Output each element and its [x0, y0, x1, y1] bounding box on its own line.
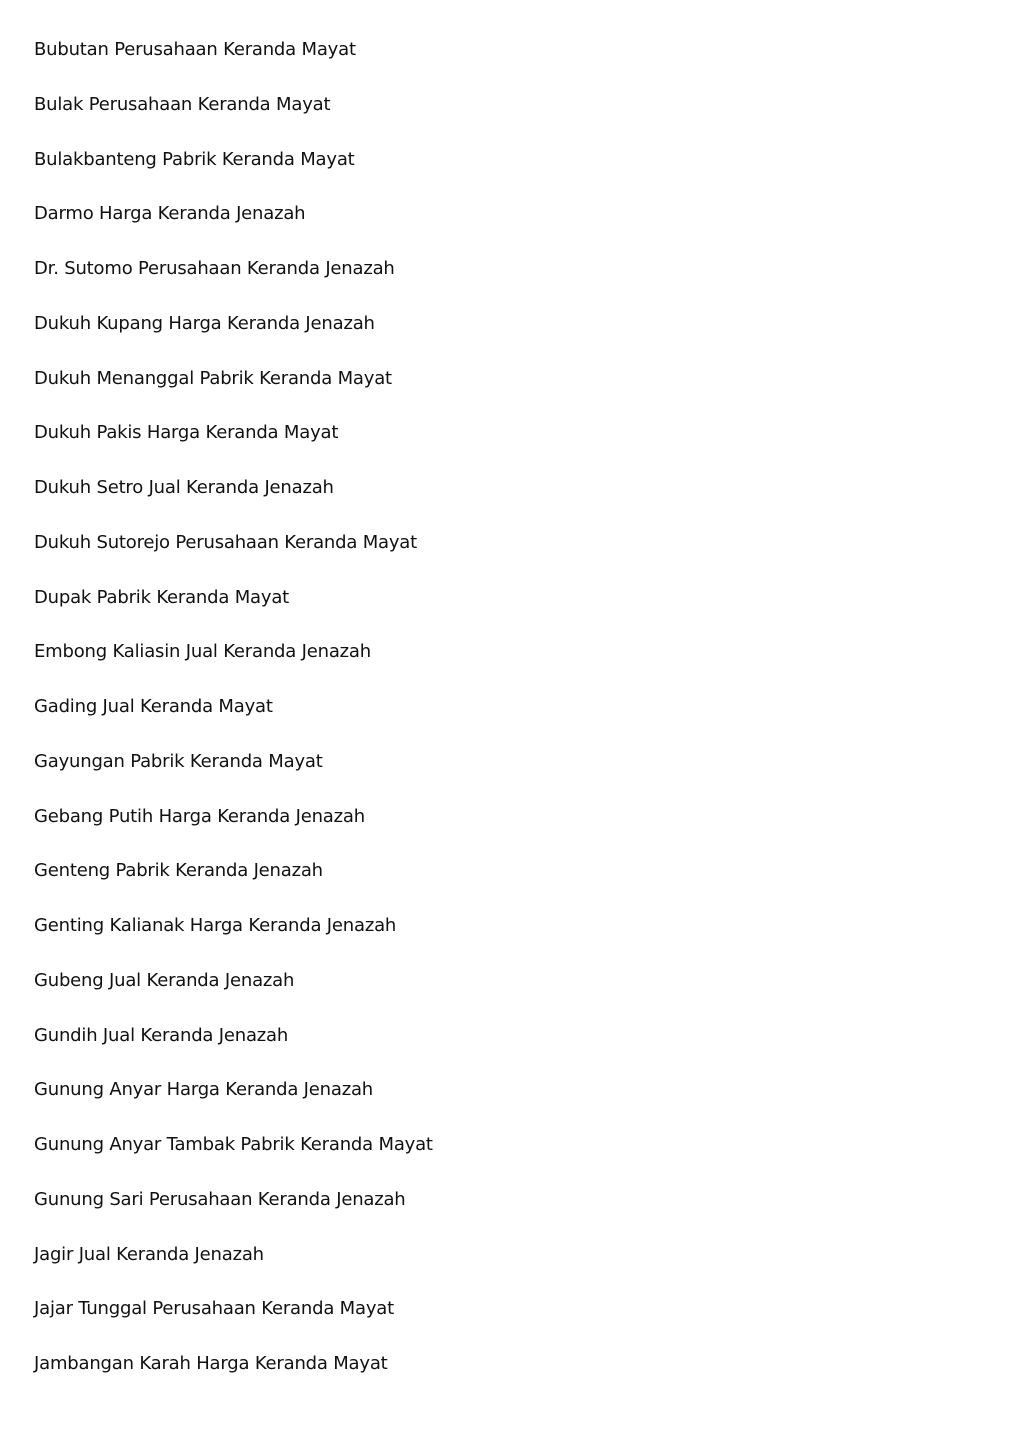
list-item: Gubeng Jual Keranda Jenazah [34, 969, 295, 991]
list-item: Dukuh Menanggal Pabrik Keranda Mayat [34, 367, 392, 389]
list-item: Gunung Sari Perusahaan Keranda Jenazah [34, 1188, 406, 1210]
location-list [34, 36, 433, 1405]
list-item: Bulak Perusahaan Keranda Mayat [34, 93, 331, 115]
list-item: Bulakbanteng Pabrik Keranda Mayat [34, 148, 355, 170]
list-item: Gading Jual Keranda Mayat [34, 696, 273, 717]
list-item: Gebang Putih Harga Keranda Jenazah [34, 805, 365, 827]
list-item: Dukuh Kupang Harga Keranda Jenazah [34, 312, 375, 334]
list-item: Bubutan Perusahaan Keranda Mayat [34, 39, 356, 60]
list-item: Gayungan Pabrik Keranda Mayat [34, 750, 323, 772]
list-item: Embong Kaliasin Jual Keranda Jenazah [34, 641, 371, 663]
list-item: Darmo Harga Keranda Jenazah [34, 203, 306, 225]
list-item: Dr. Sutomo Perusahaan Keranda Jenazah [34, 258, 395, 279]
list-item: Genting Kalianak Harga Keranda Jenazah [34, 915, 397, 936]
list-item: Jagir Jual Keranda Jenazah [34, 1243, 264, 1265]
list-item: Gundih Jual Keranda Jenazah [34, 1024, 289, 1046]
list-item: Gunung Anyar Harga Keranda Jenazah [34, 1079, 373, 1101]
list-item: Jambangan Karah Harga Keranda Mayat [34, 1353, 388, 1374]
list-item: Jajar Tunggal Perusahaan Keranda Mayat [34, 1298, 394, 1320]
list-item: Gunung Anyar Tambak Pabrik Keranda Mayat [34, 1134, 433, 1155]
list-item: Dukuh Sutorejo Perusahaan Keranda Mayat [34, 531, 417, 553]
list-item: Dukuh Setro Jual Keranda Jenazah [34, 477, 334, 498]
list-item: Dupak Pabrik Keranda Mayat [34, 586, 290, 608]
list-item: Genteng Pabrik Keranda Jenazah [34, 860, 323, 882]
list-item: Dukuh Pakis Harga Keranda Mayat [34, 422, 339, 444]
